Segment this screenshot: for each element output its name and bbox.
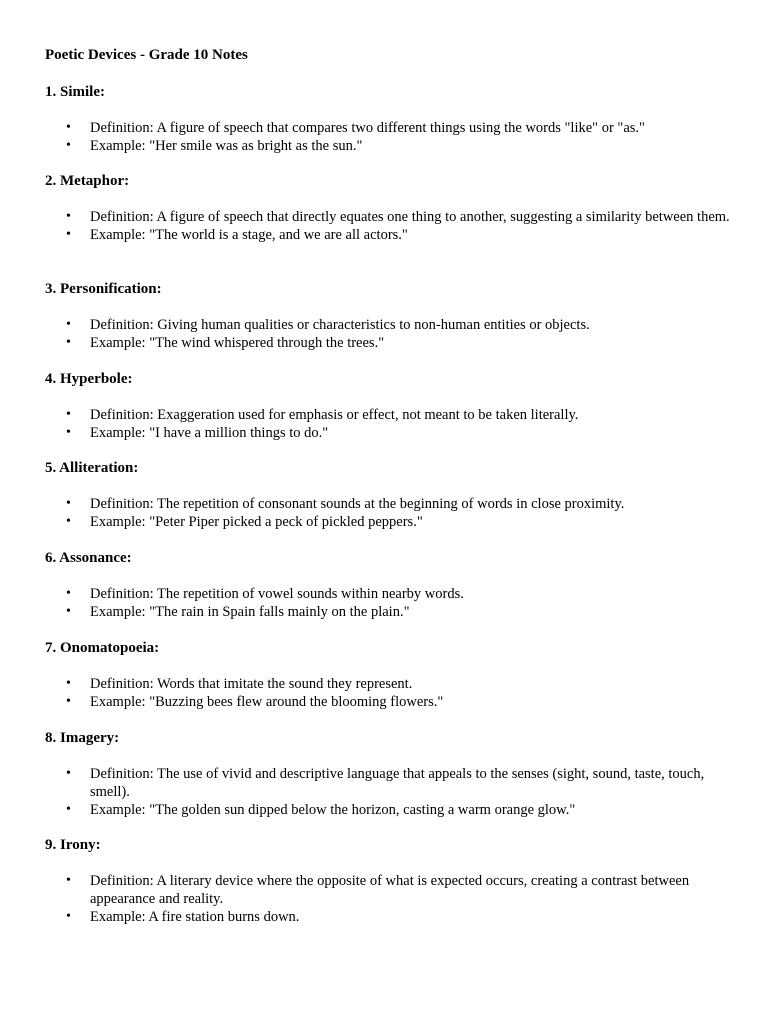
section-heading: 9. Irony:	[45, 837, 101, 853]
list-item	[45, 603, 735, 621]
section-onomatopoeia	[45, 638, 735, 711]
section-heading: 5. Alliteration:	[45, 460, 139, 476]
bullet-icon: •	[66, 802, 71, 817]
section-heading: 2. Metaphor:	[45, 173, 130, 189]
item-text: Example: "The rain in Spain falls mainly on the plain."	[90, 604, 410, 620]
bullet-icon: •	[66, 317, 71, 332]
item-text: Example: "Her smile was as bright as the sun."	[90, 138, 363, 154]
bullet-icon: •	[66, 407, 71, 422]
bullet-icon: •	[66, 514, 71, 529]
item-text: Example: "The wind whispered through the trees."	[90, 335, 385, 351]
list-item	[45, 226, 735, 244]
list-item	[45, 424, 735, 442]
item-text: Definition: The repetition of consonant sounds at the beginning of words in close proximity.	[90, 496, 625, 512]
list-item	[45, 801, 735, 819]
item-text: Example: "Buzzing bees flew around the blooming flowers."	[90, 694, 444, 710]
section-assonance	[45, 548, 735, 621]
section-personification	[45, 279, 735, 352]
bullet-icon: •	[66, 604, 71, 619]
list-item	[45, 693, 735, 711]
bullet-list	[45, 675, 735, 711]
list-item	[45, 675, 735, 693]
bullet-icon: •	[66, 209, 71, 224]
bullet-icon: •	[66, 138, 71, 153]
item-text: Example: "Peter Piper picked a peck of pickled peppers."	[90, 514, 423, 530]
section-hyperbole	[45, 369, 735, 442]
bullet-list	[45, 406, 735, 442]
bullet-icon: •	[66, 120, 71, 135]
list-item	[45, 208, 735, 226]
list-item	[45, 872, 735, 908]
section-heading: 4. Hyperbole:	[45, 371, 133, 387]
item-text: Example: "I have a million things to do."	[90, 425, 329, 441]
list-item	[45, 406, 735, 424]
bullet-list	[45, 208, 735, 244]
list-item	[45, 765, 735, 801]
section-simile	[45, 82, 735, 155]
section-heading: 3. Personification:	[45, 281, 162, 297]
item-text: Example: "The golden sun dipped below the horizon, casting a warm orange glow."	[90, 802, 576, 818]
item-text: Definition: A figure of speech that compares two different things using the words "like" or "as."	[90, 120, 645, 136]
section-alliteration	[45, 458, 735, 531]
list-item	[45, 137, 735, 155]
list-item	[45, 585, 735, 603]
item-text: Definition: The repetition of vowel sounds within nearby words.	[90, 586, 464, 602]
bullet-list	[45, 495, 735, 531]
list-item	[45, 908, 735, 926]
list-item	[45, 119, 735, 137]
item-text: Definition: A literary device where the opposite of what is expected occurs, creating a contrast between appearance and reality.	[90, 873, 690, 907]
page-title: Poetic Devices - Grade 10 Notes	[45, 47, 248, 63]
section-heading: 1. Simile:	[45, 84, 105, 100]
bullet-icon: •	[66, 694, 71, 709]
item-text: Definition: Exaggeration used for emphasis or effect, not meant to be taken literally.	[90, 407, 579, 423]
bullet-icon: •	[66, 873, 71, 888]
item-text: Definition: Giving human qualities or characteristics to non-human entities or objects.	[90, 317, 590, 333]
section-metaphor	[45, 171, 735, 244]
list-item	[45, 334, 735, 352]
list-item	[45, 513, 735, 531]
bullet-list	[45, 765, 735, 819]
item-text: Example: "The world is a stage, and we are all actors."	[90, 227, 408, 243]
bullet-icon: •	[66, 676, 71, 691]
bullet-icon: •	[66, 586, 71, 601]
bullet-icon: •	[66, 496, 71, 511]
bullet-icon: •	[66, 909, 71, 924]
list-item	[45, 495, 735, 513]
bullet-icon: •	[66, 227, 71, 242]
section-heading: 7. Onomatopoeia:	[45, 640, 160, 656]
bullet-icon: •	[66, 766, 71, 781]
bullet-list	[45, 119, 735, 155]
bullet-icon: •	[66, 425, 71, 440]
item-text: Definition: Words that imitate the sound they represent.	[90, 676, 413, 692]
bullet-list	[45, 872, 735, 926]
list-item	[45, 316, 735, 334]
section-heading: 6. Assonance:	[45, 550, 132, 566]
section-imagery	[45, 728, 735, 819]
item-text: Example: A fire station burns down.	[90, 909, 300, 925]
bullet-list	[45, 585, 735, 621]
bullet-list	[45, 316, 735, 352]
section-irony	[45, 835, 735, 926]
section-heading: 8. Imagery:	[45, 730, 120, 746]
item-text: Definition: The use of vivid and descriptive language that appeals to the senses (sight, sound, taste, touch, smell).	[90, 766, 705, 800]
bullet-icon: •	[66, 335, 71, 350]
item-text: Definition: A figure of speech that directly equates one thing to another, suggesting a similarity between them.	[90, 209, 730, 225]
